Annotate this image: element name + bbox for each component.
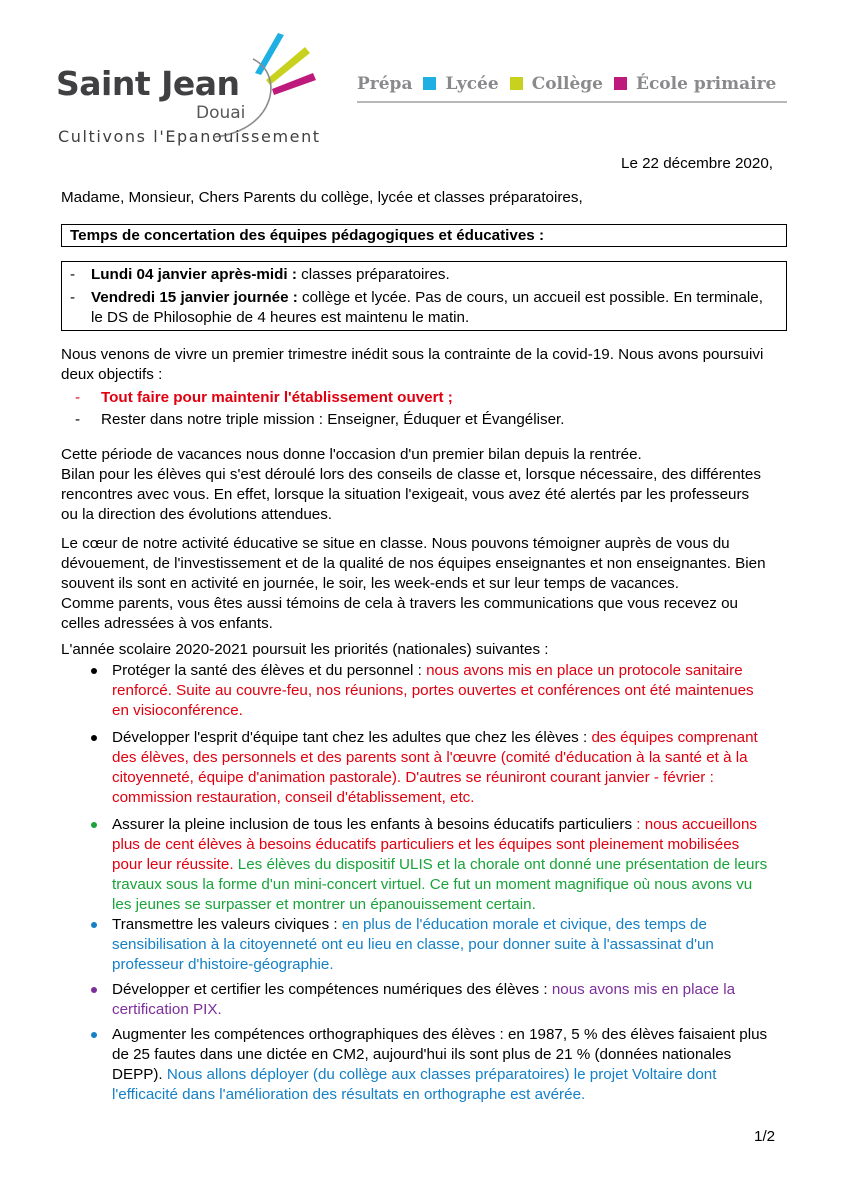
schedule-item-vendredi [91, 288, 763, 308]
bilan-line: Cette période de vacances nous donne l'occasion d'un premier bilan depuis la rentrée. [61, 446, 642, 463]
school-logo [0, 0, 330, 160]
schedule-desc-vendredi: collège et lycée. Pas de cours, un accueil est possible. En terminale, [297, 289, 763, 306]
coeur-line: dévouement, de l'investissement et de la qualité de nos équipes enseignantes et non enseignantes. Bien [61, 555, 766, 572]
bullet-icon [91, 735, 97, 741]
priority-3-line: travaux sous la forme d'un mini-concert virtuel. Ce fut un moment magnifique où nous avons vu [112, 876, 753, 893]
priorities-intro: L'année scolaire 2020-2021 poursuit les priorités (nationales) suivantes : [61, 641, 549, 658]
coeur-line: souvent ils sont en activité en journée, le soir, les week-ends et sur leur temps de vacances. [61, 575, 679, 592]
schedule-desc-lundi: classes préparatoires. [296, 266, 450, 283]
coeur-line: Comme parents, vous êtes aussi témoins de cela à travers les communications que vous recevez ou [61, 595, 739, 612]
priority-6-line: Augmenter les compétences orthographiques des élèves : en 1987, 5 % des élèves faisaient plus [112, 1026, 768, 1043]
priority-2-line: commission restauration, conseil d'établissement, etc. [112, 789, 475, 806]
bullet-icon [91, 822, 97, 828]
school-name: Saint Jean [56, 64, 240, 103]
school-motto: Cultivons l'Epanouissement [58, 127, 321, 146]
bullet-icon [91, 668, 97, 674]
bullet-icon [91, 922, 97, 928]
priority-2-title: Développer l'esprit d'équipe tant chez les adultes que chez les élèves : [112, 729, 592, 746]
priority-6-line [112, 1065, 716, 1085]
intro-line: deux objectifs : [61, 366, 163, 383]
nav-college[interactable]: Collège [531, 74, 603, 94]
bilan-line: ou la direction des évolutions attendues. [61, 506, 333, 523]
priority-2-detail: des équipes comprenant [591, 729, 758, 746]
priority-3-detail: : nous accueillons [632, 816, 757, 833]
priority-3-line: les jeunes se surpasser et montrer un épanouissement certain. [112, 896, 536, 913]
letter-date: Le 22 décembre 2020, [621, 155, 773, 172]
dash-marker: - [75, 411, 81, 428]
priority-6-detail: Nous allons déployer (du collège aux classes préparatoires) le projet Voltaire dont [162, 1066, 717, 1083]
primaire-square-icon [614, 77, 627, 90]
priority-3-title: Assurer la pleine inclusion de tous les enfants à besoins éducatifs particuliers [112, 816, 633, 833]
priority-4-detail: en plus de l'éducation morale et civique, des temps de [341, 916, 707, 933]
priority-2-line: citoyenneté, équipe d'animation pastorale). D'autres se réuniront courant janvier - février : [112, 769, 714, 786]
coeur-line: celles adressées à vos enfants. [61, 615, 273, 632]
priority-1-line: en visioconférence. [112, 702, 243, 719]
college-square-icon [510, 77, 523, 90]
priority-1-title: Protéger la santé des élèves et du personnel : [112, 662, 427, 679]
priority-1-line: renforcé. Suite au couvre-feu, nos réunions, portes ouvertes et conférences ont été maintenues [112, 682, 754, 699]
priority-3-line [112, 815, 757, 835]
priority-6-source: DEPP). [112, 1066, 163, 1083]
objective-2: Rester dans notre triple mission : Enseigner, Éduquer et Évangéliser. [101, 411, 565, 428]
nav-prepa[interactable]: Prépa [357, 74, 413, 94]
bullet-icon [91, 1032, 97, 1038]
bilan-line: rencontres avec vous. En effet, lorsque la situation l'exigeait, vous avez été alertés par les professeurs [61, 486, 750, 503]
priority-3-line: plus de cent élèves à besoins éducatifs particuliers et les équipes sont pleinement mobilisées [112, 836, 740, 853]
objective-1: Tout faire pour maintenir l'établissement ouvert ; [101, 389, 453, 406]
priority-6-line: l'efficacité dans l'amélioration des résultats en orthographe est avérée. [112, 1086, 586, 1103]
schedule-item-lundi [91, 265, 450, 285]
priority-4-line: professeur d'histoire-géographie. [112, 956, 334, 973]
bilan-line: Bilan pour les élèves qui s'est déroulé lors des conseils de classe et, lorsque nécessaire, des différentes [61, 466, 761, 483]
priority-5-line [112, 980, 735, 1000]
priority-1-line [112, 661, 743, 681]
dash-marker: - [70, 289, 76, 306]
schedule-day-lundi: Lundi 04 janvier après-midi : [91, 266, 297, 283]
level-nav [357, 74, 776, 96]
nav-lycee[interactable]: Lycée [445, 74, 499, 94]
header-divider [357, 101, 787, 103]
priority-2-line: des élèves, des personnels et des parents sont à l'œuvre (comité d'éducation à la santé et à la [112, 749, 748, 766]
page-number: 1/2 [754, 1128, 776, 1145]
concertation-title: Temps de concertation des équipes pédagogiques et éducatives : [70, 227, 545, 244]
priority-3-detail: pour leur réussite. [112, 856, 234, 873]
salutation: Madame, Monsieur, Chers Parents du collège, lycée et classes préparatoires, [61, 189, 583, 206]
priority-1-detail: nous avons mis en place un protocole sanitaire [426, 662, 743, 679]
schedule-day-vendredi: Vendredi 15 janvier journée : [91, 289, 298, 306]
coeur-line: Le cœur de notre activité éducative se situe en classe. Nous pouvons témoigner auprès de vous du [61, 535, 730, 552]
priority-4-title: Transmettre les valeurs civiques : [112, 916, 342, 933]
priority-5-line: certification PIX. [112, 1001, 222, 1018]
lycee-square-icon [423, 77, 436, 90]
priority-4-line: sensibilisation à la citoyenneté ont eu lieu en classe, pour donner suite à l'assassinat d'un [112, 936, 714, 953]
priority-3-line [112, 855, 767, 875]
priority-4-line [112, 915, 707, 935]
dash-marker: - [70, 266, 76, 283]
priority-5-detail: nous avons mis en place la [551, 981, 736, 998]
bullet-icon [91, 987, 97, 993]
priority-6-line: de 25 fautes dans une dictée en CM2, aujourd'hui ils sont plus de 21 % (données nationales [112, 1046, 732, 1063]
dash-marker: - [75, 389, 81, 406]
priority-3-ulis: Les élèves du dispositif ULIS et la chorale ont donné une présentation de leurs [233, 856, 768, 873]
priority-5-title: Développer et certifier les compétences numériques des élèves : [112, 981, 552, 998]
priority-2-line [112, 728, 758, 748]
nav-ecole-primaire[interactable]: École primaire [636, 74, 777, 94]
schedule-item-vendredi-cont: le DS de Philosophie de 4 heures est maintenu le matin. [91, 309, 470, 326]
school-city: Douai [196, 103, 246, 123]
intro-line: Nous venons de vivre un premier trimestre inédit sous la contrainte de la covid-19. Nous avons poursuivi [61, 346, 764, 363]
